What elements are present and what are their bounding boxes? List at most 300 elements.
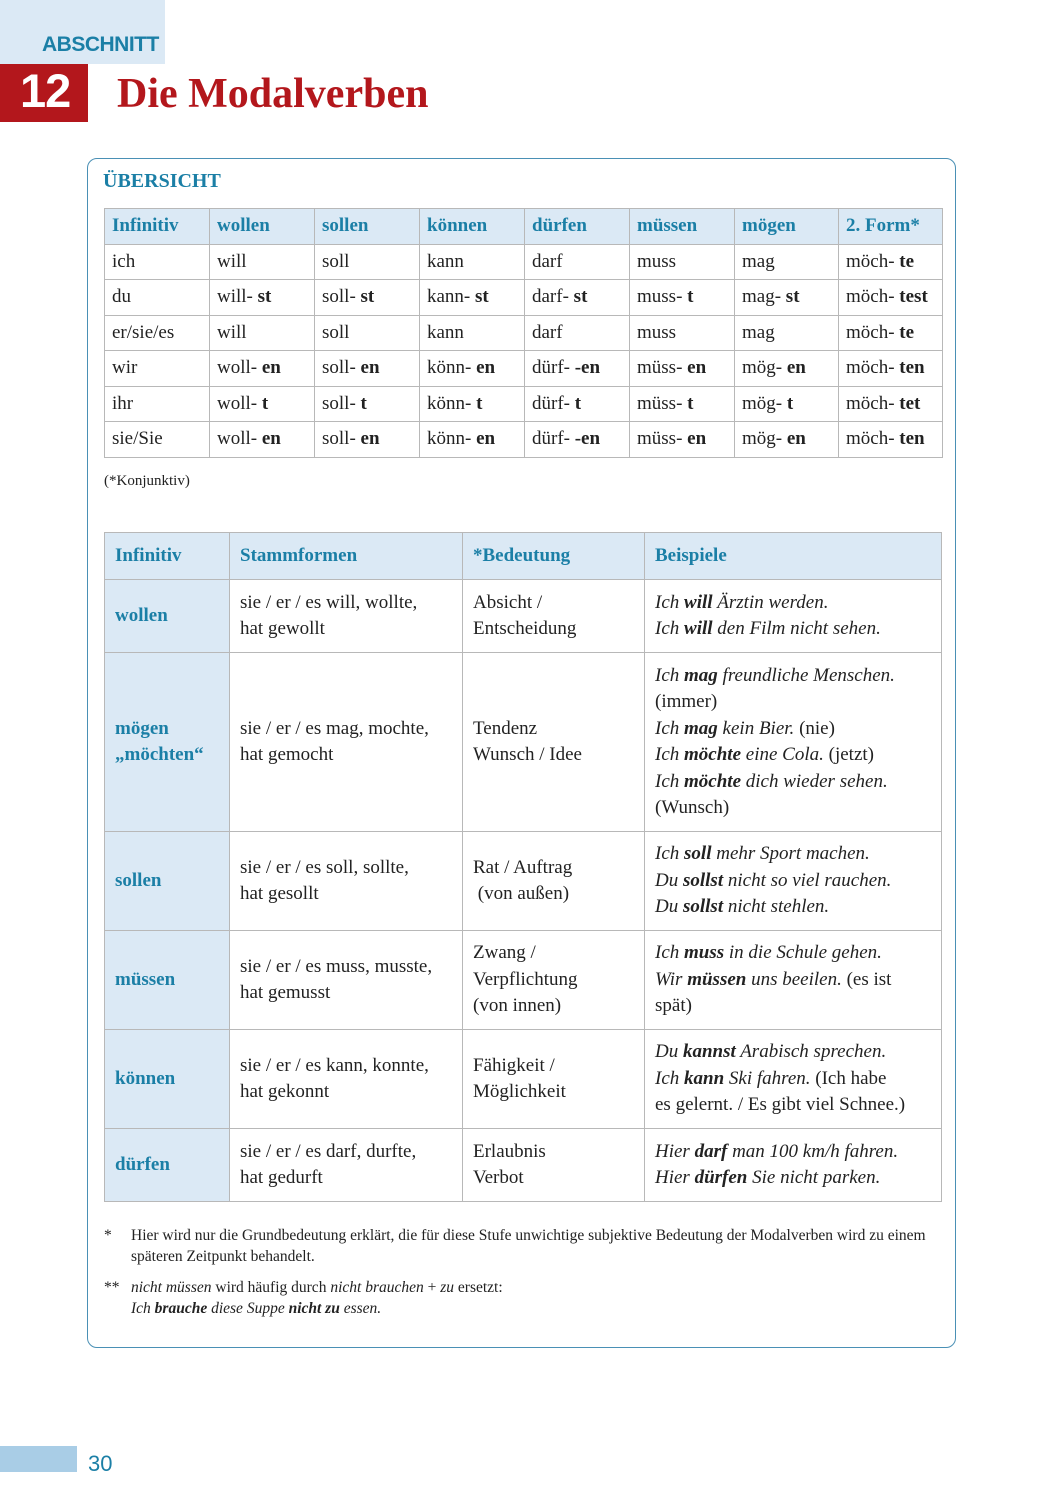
- verb-form-cell: [210, 351, 315, 387]
- verb-form-cell: [315, 280, 420, 316]
- verb-line: sollen: [115, 869, 162, 891]
- example-text: mehr Sport machen.: [711, 843, 870, 865]
- forms-line: hat gemusst: [240, 982, 331, 1003]
- verb-form-cell: [839, 280, 943, 316]
- verb-stem: mög-: [742, 357, 783, 379]
- stem-forms-cell: [230, 580, 463, 653]
- verb-stem: müss-: [637, 428, 683, 450]
- verb-stem: möch-: [846, 286, 895, 308]
- meaning-header-row: [105, 533, 942, 580]
- verb-stem: dürf-: [532, 392, 570, 414]
- meaning-line: Zwang /: [473, 942, 536, 964]
- verb-stem: dürf-: [532, 357, 570, 379]
- plain-text: ersetzt:: [454, 1279, 503, 1296]
- verb-form-cell: [525, 351, 630, 387]
- example-text: Sie nicht parken.: [747, 1167, 881, 1188]
- verb-ending: en: [476, 357, 496, 379]
- verb-stem: möch-: [846, 321, 895, 343]
- example-line: [655, 841, 931, 868]
- meaning-row: [105, 1129, 942, 1202]
- verb-stem: muss-: [637, 286, 683, 308]
- verb-form-cell: [315, 244, 420, 280]
- verb-form-cell: [525, 422, 630, 458]
- verb-form-cell: [839, 244, 943, 280]
- meaning-line: Wunsch / Idee: [473, 744, 582, 765]
- verb-ending: en: [360, 428, 380, 450]
- pronoun-cell: du: [105, 280, 210, 316]
- meaning-line: Verpflichtung: [473, 968, 578, 990]
- example-text: in die Schule gehen.: [724, 942, 882, 964]
- example-line: [655, 616, 931, 643]
- column-header: wollen: [210, 209, 315, 245]
- konjunktiv-note: (*Konjunktiv): [104, 473, 190, 489]
- pronoun-cell: wir: [105, 351, 210, 387]
- footnote-text: [131, 1225, 941, 1267]
- example-line: [655, 716, 931, 743]
- verb-stem: soll-: [322, 392, 356, 414]
- column-header: müssen: [630, 209, 735, 245]
- verb-ending: te: [899, 321, 915, 343]
- verb-stem: müss-: [637, 392, 683, 414]
- verb-stem: kann-: [427, 286, 471, 308]
- verb-ending: t: [574, 392, 582, 414]
- example-line: [655, 868, 931, 895]
- verb-ending: en: [261, 357, 281, 379]
- footnote-mark: *: [104, 1227, 112, 1244]
- verb-form-cell: [630, 386, 735, 422]
- column-header: können: [420, 209, 525, 245]
- pronoun-cell: ihr: [105, 386, 210, 422]
- verb-form-cell: [315, 386, 420, 422]
- verb-form-cell: [839, 351, 943, 387]
- example-text: Ärztin werden.: [712, 591, 829, 613]
- emphasized-verb: soll: [684, 843, 712, 865]
- verb-stem: will: [217, 321, 247, 343]
- example-text: nicht stehlen.: [723, 896, 830, 918]
- verb-stem: dürf-: [532, 428, 570, 450]
- verb-form-cell: [839, 315, 943, 351]
- example-line: [655, 1066, 931, 1093]
- verb-ending: ten: [899, 428, 925, 450]
- stem-forms-cell: [230, 653, 463, 832]
- forms-line: hat gewollt: [240, 618, 325, 639]
- column-header: dürfen: [525, 209, 630, 245]
- verb-form-cell: [525, 280, 630, 316]
- verb-form-cell: [210, 386, 315, 422]
- verb-ending: t: [261, 392, 269, 414]
- example-line: [655, 663, 931, 690]
- emphasized-verb: mag: [684, 664, 718, 686]
- verb-form-cell: [420, 315, 525, 351]
- example-text: Du: [655, 896, 683, 918]
- example-line: [655, 742, 931, 769]
- example-text: kein Bier.: [717, 717, 795, 739]
- verb-stem: mag-: [742, 286, 782, 308]
- plain-text: wird häufig durch: [211, 1279, 331, 1296]
- verb-ending: st: [360, 286, 375, 308]
- verb-ending: te: [899, 250, 915, 272]
- verb-stem: soll-: [322, 286, 356, 308]
- meaning-line: (von innen): [473, 995, 562, 1017]
- emphasized-verb: möchte: [684, 770, 742, 792]
- example-text: Du: [655, 869, 683, 891]
- verb-ending: t: [786, 392, 794, 414]
- verb-ending: en: [687, 428, 707, 450]
- verb-form-cell: [210, 422, 315, 458]
- forms-line: hat gedurft: [240, 1167, 323, 1188]
- verb-line: mögen: [115, 717, 169, 739]
- verb-form-cell: [210, 280, 315, 316]
- column-header: sollen: [315, 209, 420, 245]
- column-header: Stammformen: [230, 533, 463, 580]
- example-text: Ich: [655, 843, 685, 865]
- meaning-row: [105, 653, 942, 832]
- footnote-text: [131, 1277, 941, 1319]
- example-line: [655, 1092, 931, 1119]
- emphasized-verb: darf: [694, 1140, 728, 1162]
- examples-cell: [645, 832, 942, 931]
- verb-form-cell: [735, 315, 839, 351]
- example-text: Ich: [655, 664, 685, 686]
- verb-stem: mag: [742, 250, 775, 272]
- verb-form-cell: [420, 244, 525, 280]
- verb-line: können: [115, 1067, 176, 1089]
- pronoun-cell: sie/Sie: [105, 422, 210, 458]
- verb-stem: soll: [322, 321, 350, 343]
- verb-form-cell: [735, 280, 839, 316]
- verb-ending: t: [687, 392, 694, 414]
- verb-ending: en: [786, 357, 806, 379]
- emphasized-verb: sollst: [682, 896, 724, 918]
- column-header: Infinitiv: [105, 533, 230, 580]
- example-text: Arabisch sprechen.: [735, 1041, 887, 1063]
- example-text: dich wieder sehen.: [741, 770, 888, 792]
- verb-stem: möch-: [846, 357, 895, 379]
- meaning-line: Tendenz: [473, 717, 538, 739]
- plain-text: (nie): [794, 717, 835, 739]
- stem-forms-cell: [230, 832, 463, 931]
- verb-ending: st: [475, 286, 489, 308]
- verb-form-cell: [630, 315, 735, 351]
- verb-line: wollen: [115, 604, 168, 626]
- verb-stem: will: [217, 250, 247, 272]
- example-text: Ski fahren.: [724, 1067, 811, 1089]
- verb-stem: mög-: [742, 392, 783, 414]
- conjugation-header-row: [105, 209, 943, 245]
- emphasized-verb: nicht zu: [288, 1300, 340, 1317]
- example-line: [655, 894, 931, 921]
- verb-form-cell: [839, 386, 943, 422]
- conjugation-table: [104, 208, 943, 458]
- verb-stem: muss: [637, 250, 677, 272]
- verb-stem: darf-: [532, 286, 569, 308]
- verb-ending: st: [573, 286, 588, 308]
- verb-form-cell: [210, 244, 315, 280]
- verb-ending: -en: [574, 357, 601, 379]
- meaning-row: [105, 1030, 942, 1129]
- example-text: Ich: [655, 717, 685, 739]
- examples-cell: [645, 580, 942, 653]
- verb-ending: en: [261, 428, 281, 450]
- example-text: Ich: [655, 618, 685, 639]
- example-text: diese Suppe: [207, 1300, 289, 1317]
- verb-form-cell: [525, 315, 630, 351]
- meaning-table: [104, 532, 942, 1202]
- verb-form-cell: [735, 386, 839, 422]
- example-text: den Film nicht sehen.: [712, 618, 881, 639]
- verb-form-cell: [315, 315, 420, 351]
- verb-form-cell: [630, 280, 735, 316]
- verb-cell: [105, 1129, 230, 1202]
- meaning-cell: [463, 580, 645, 653]
- plain-text: (immer): [655, 691, 718, 712]
- verb-cell: [105, 1030, 230, 1129]
- verb-form-cell: [630, 244, 735, 280]
- verb-stem: könn-: [427, 428, 472, 450]
- verb-line: müssen: [115, 968, 176, 990]
- meaning-line: Verbot: [473, 1167, 524, 1188]
- verb-stem: kann: [427, 250, 464, 272]
- example-text: Ich: [655, 744, 685, 765]
- forms-line: hat gemocht: [240, 744, 334, 765]
- plain-text: Hier wird nur die Grundbedeutung erklärt, die für diese Stufe unwichtige subjektive Bedeutung der Modalverben wird zu einem späteren Zeitpunkt behandelt.: [131, 1227, 926, 1265]
- example-text: Ich: [655, 1067, 685, 1089]
- verb-form-cell: [210, 315, 315, 351]
- overview-heading: ÜBERSICHT: [103, 170, 221, 192]
- example-text: Ich: [655, 942, 685, 964]
- verb-stem: müss-: [637, 357, 683, 379]
- example-line: [655, 795, 931, 822]
- forms-line: hat gekonnt: [240, 1081, 330, 1102]
- meaning-cell: [463, 832, 645, 931]
- example-line: [655, 590, 931, 617]
- section-number: 12: [20, 64, 71, 117]
- meaning-cell: [463, 1129, 645, 1202]
- example-text: nicht so viel rauchen.: [723, 869, 892, 891]
- verb-cell: [105, 832, 230, 931]
- emphasized-verb: dürfen: [694, 1167, 748, 1188]
- plain-text: spät): [655, 995, 692, 1017]
- verb-ending: t: [476, 392, 483, 414]
- verb-stem: kann: [427, 321, 464, 343]
- verb-stem: will-: [217, 286, 253, 308]
- example-text: Ich: [655, 770, 685, 792]
- examples-cell: [645, 931, 942, 1030]
- example-line: [655, 769, 931, 796]
- meaning-line: Rat / Auftrag: [473, 856, 573, 878]
- forms-line: sie / er / es kann, konnte,: [240, 1054, 429, 1076]
- footnote-1: [104, 1225, 944, 1270]
- verb-cell: [105, 931, 230, 1030]
- emphasized-verb: brauche: [154, 1300, 208, 1317]
- example-line: [655, 1165, 931, 1192]
- examples-cell: [645, 1129, 942, 1202]
- plain-text: es gelernt. / Es gibt viel Schnee.): [655, 1094, 906, 1116]
- example-text: Wir: [655, 968, 688, 990]
- conjugation-row: [105, 280, 943, 316]
- example-line: [655, 1039, 931, 1066]
- meaning-row: [105, 580, 942, 653]
- verb-ending: en: [360, 357, 380, 379]
- meaning-line: Absicht /: [473, 591, 543, 613]
- footnote-line: [131, 1298, 941, 1319]
- conjugation-row: [105, 351, 943, 387]
- verb-form-cell: [525, 244, 630, 280]
- emphasized-verb: möchte: [684, 744, 742, 765]
- plain-text: (jetzt): [823, 744, 874, 765]
- verb-ending: -en: [574, 428, 601, 450]
- verb-ending: en: [476, 428, 496, 450]
- forms-line: sie / er / es soll, sollte,: [240, 856, 409, 878]
- footnote-2: [104, 1277, 944, 1322]
- verb-form-cell: [630, 351, 735, 387]
- example-text: uns beeilen.: [746, 968, 842, 990]
- meaning-cell: [463, 1030, 645, 1129]
- meaning-line: Fähigkeit /: [473, 1054, 555, 1076]
- column-header: mögen: [735, 209, 839, 245]
- stem-forms-cell: [230, 931, 463, 1030]
- conjugation-row: [105, 422, 943, 458]
- conjugation-row: [105, 315, 943, 351]
- verb-stem: woll-: [217, 428, 258, 450]
- meaning-line: Erlaubnis: [473, 1140, 546, 1162]
- verb-form-cell: [630, 422, 735, 458]
- verb-form-cell: [735, 244, 839, 280]
- verb-form-cell: [315, 422, 420, 458]
- example-line: [655, 940, 931, 967]
- examples-cell: [645, 653, 942, 832]
- example-text: Ich: [655, 591, 685, 613]
- verb-ending: en: [687, 357, 707, 379]
- verb-ending: test: [899, 286, 928, 308]
- verb-stem: woll-: [217, 392, 258, 414]
- page-number: 30: [88, 1451, 113, 1476]
- example-text: zu: [440, 1279, 455, 1296]
- example-line: [655, 689, 931, 716]
- meaning-line: Möglichkeit: [473, 1081, 566, 1102]
- forms-line: sie / er / es muss, musste,: [240, 955, 433, 977]
- verb-form-cell: [735, 422, 839, 458]
- verb-stem: darf: [532, 321, 563, 343]
- verb-ending: ten: [899, 357, 925, 379]
- emphasized-verb: kannst: [682, 1041, 736, 1063]
- forms-line: sie / er / es will, wollte,: [240, 591, 418, 613]
- example-text: Hier: [655, 1167, 695, 1188]
- verb-stem: darf: [532, 250, 563, 272]
- verb-ending: t: [360, 392, 367, 414]
- verb-stem: woll-: [217, 357, 258, 379]
- column-header: Infinitiv: [105, 209, 210, 245]
- verb-form-cell: [420, 280, 525, 316]
- verb-form-cell: [420, 386, 525, 422]
- verb-stem: könn-: [427, 357, 472, 379]
- plain-text: (Wunsch): [655, 797, 730, 818]
- example-text: man 100 km/h fahren.: [727, 1140, 899, 1162]
- emphasized-verb: will: [684, 618, 713, 639]
- emphasized-verb: sollst: [682, 869, 724, 891]
- forms-line: hat gesollt: [240, 883, 319, 904]
- column-header: 2. Form*: [839, 209, 943, 245]
- forms-line: sie / er / es mag, mochte,: [240, 717, 429, 739]
- example-line: [655, 967, 931, 994]
- emphasized-verb: kann: [684, 1067, 725, 1089]
- footer-bar: [0, 1446, 77, 1472]
- page-title: Die Modalverben: [117, 71, 429, 117]
- verb-ending: st: [785, 286, 800, 308]
- column-header: *Bedeutung: [463, 533, 645, 580]
- example-text: freundliche Menschen.: [717, 664, 895, 686]
- verb-stem: mög-: [742, 428, 783, 450]
- example-text: eine Cola.: [741, 744, 824, 765]
- verb-form-cell: [735, 351, 839, 387]
- example-text: Hier: [655, 1140, 695, 1162]
- verb-cell: [105, 580, 230, 653]
- conjugation-row: [105, 244, 943, 280]
- meaning-line: Entscheidung: [473, 618, 577, 639]
- conjugation-row: [105, 386, 943, 422]
- pronoun-cell: er/sie/es: [105, 315, 210, 351]
- emphasized-verb: müssen: [687, 968, 747, 990]
- pronoun-cell: ich: [105, 244, 210, 280]
- meaning-cell: [463, 931, 645, 1030]
- verb-form-cell: [420, 351, 525, 387]
- emphasized-verb: mag: [684, 717, 718, 739]
- meaning-row: [105, 931, 942, 1030]
- examples-cell: [645, 1030, 942, 1129]
- verb-ending: tet: [899, 392, 921, 414]
- emphasized-verb: will: [684, 591, 713, 613]
- section-label: ABSCHNITT: [42, 33, 159, 56]
- verb-form-cell: [315, 351, 420, 387]
- emphasized-verb: muss: [684, 942, 725, 964]
- example-text: nicht brauchen: [330, 1279, 424, 1296]
- verb-stem: soll-: [322, 428, 356, 450]
- verb-stem: möch-: [846, 428, 895, 450]
- verb-stem: soll: [322, 250, 350, 272]
- footnote-line: [131, 1225, 941, 1267]
- example-line: [655, 993, 931, 1020]
- verb-ending: en: [786, 428, 806, 450]
- verb-stem: möch-: [846, 250, 895, 272]
- example-text: essen.: [339, 1300, 382, 1317]
- verb-ending: t: [687, 286, 694, 308]
- verb-form-cell: [420, 422, 525, 458]
- example-text: nicht müssen: [131, 1279, 212, 1296]
- footnote-line: [131, 1277, 941, 1298]
- plain-text: (Ich habe: [810, 1067, 887, 1089]
- example-text: Du: [655, 1041, 683, 1063]
- verb-form-cell: [525, 386, 630, 422]
- verb-stem: möch-: [846, 392, 895, 414]
- column-header: Beispiele: [645, 533, 942, 580]
- verb-stem: soll-: [322, 357, 356, 379]
- stem-forms-cell: [230, 1129, 463, 1202]
- verb-line: „möchten“: [115, 744, 204, 765]
- meaning-cell: [463, 653, 645, 832]
- verb-stem: muss: [637, 321, 677, 343]
- verb-cell: [105, 653, 230, 832]
- meaning-line: (von außen): [473, 883, 570, 904]
- verb-line: dürfen: [115, 1153, 170, 1175]
- footnote-mark: **: [104, 1279, 120, 1296]
- verb-ending: st: [257, 286, 272, 308]
- meaning-row: [105, 832, 942, 931]
- example-line: [655, 1139, 931, 1166]
- verb-stem: könn-: [427, 392, 472, 414]
- verb-form-cell: [839, 422, 943, 458]
- plain-text: +: [423, 1279, 441, 1296]
- plain-text: (es ist: [841, 968, 892, 990]
